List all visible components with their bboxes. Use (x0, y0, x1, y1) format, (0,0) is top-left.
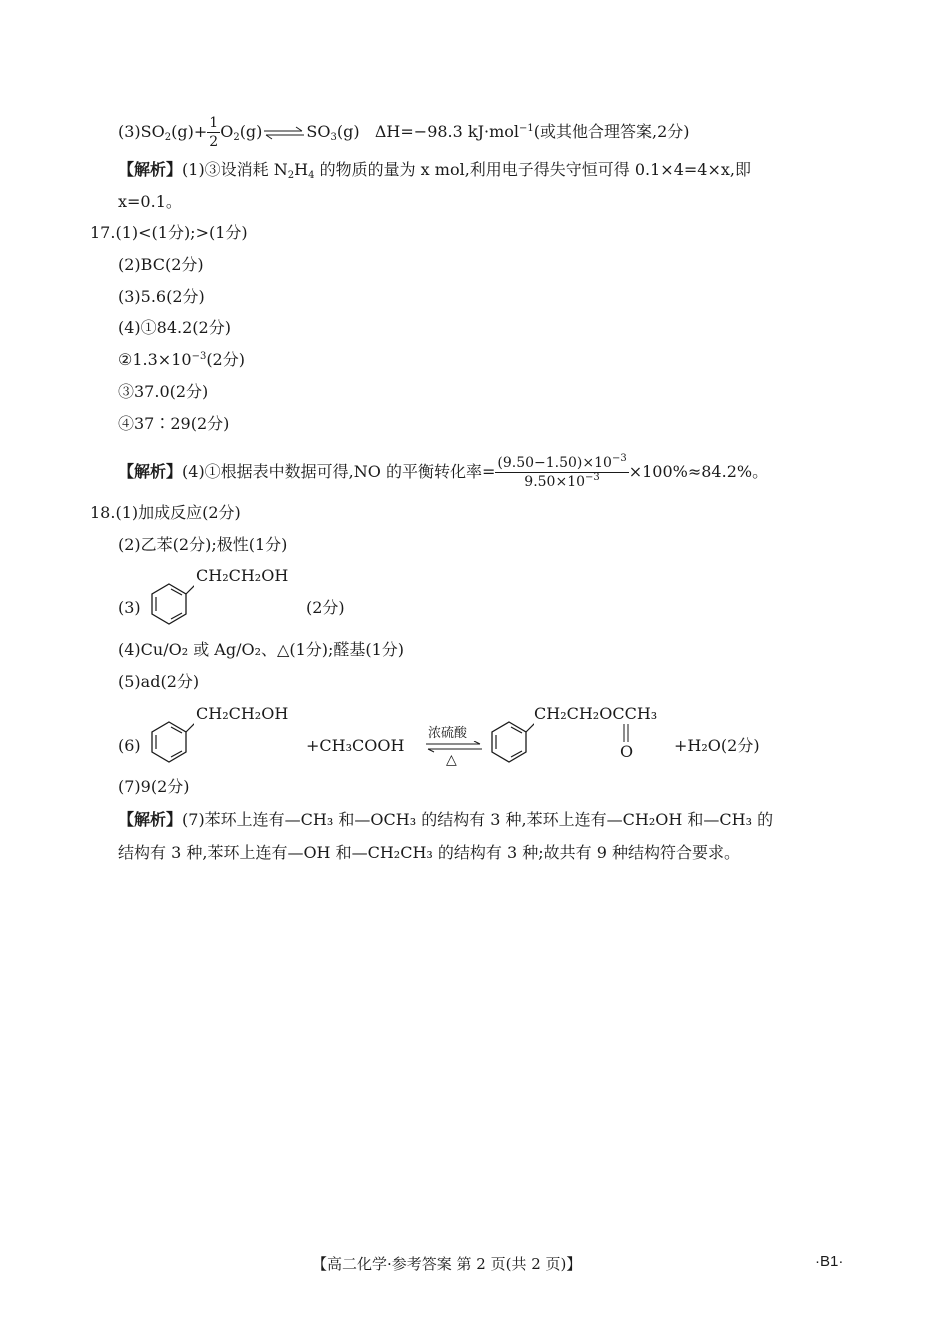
benzene-ring-icon (144, 716, 194, 766)
reaction-condition-top: 浓硫酸 (428, 726, 468, 741)
benzene-ring-icon (144, 578, 194, 628)
q17-line-4: (4)①84.2(2分) (118, 318, 231, 337)
q18-line-7: (7)9(2分) (118, 777, 190, 796)
page-code: ·B1· (815, 1253, 844, 1270)
q17-l5a: ②1.3×10 (118, 350, 192, 369)
q16-analysis-line-2: x=0.1。 (118, 192, 182, 211)
q17-l5b: (2分) (206, 350, 245, 369)
carbonyl-double-bond-icon (622, 724, 630, 744)
conversion-fraction: $\frac{(9.50-1.50)\times 10^{-3}}{9.50\times 10^{-3}}$ (497, 453, 627, 490)
analysis-tag: 【解析】 (118, 160, 183, 179)
q17-line-7: ④37∶29(2分) (118, 414, 230, 433)
page-footer: 【高二化学·参考答案 第 2 页(共 2 页)】 (312, 1255, 582, 1273)
q16-part3-line: $(3)SO_2(g)+$ $\frac{1}{2}$ $O_2(g)$ $SO_3(g)$ ΔH=−98.3 kJ·mol$^{-1}$(或其他合理答案,2分) (118, 115, 690, 150)
q16-analysis-text-2: 的物质的量为 x mol,利用电子得失守恒可得 0.1×4=4×x,即 (314, 160, 751, 179)
q18-6-substituent-2: CH₂CH₂OCCH₃ (534, 704, 658, 723)
fraction-denominator: 9.50×10 (524, 474, 586, 490)
q18-analysis-line-2: 结构有 3 种,苯环上连有—OH 和—CH₂CH₃ 的结构有 3 种;故共有 9 种结构符合要求。 (118, 843, 740, 862)
equilibrium-arrow-icon (262, 124, 306, 142)
q16-so3-tail: (g) (336, 122, 360, 141)
q18-line-5: (5)ad(2分) (118, 672, 200, 691)
q16-so3: SO (306, 122, 331, 141)
q18-line-6-label: (6) (118, 736, 141, 755)
q16-o2-tail: (g) (239, 122, 263, 141)
q18-3-substituent: CH₂CH₂OH (196, 566, 289, 585)
q16-dh: ΔH=−98.3 kJ·mol (374, 122, 520, 141)
q18-6-plus-acid: +CH₃COOH (306, 736, 405, 755)
analysis-tag: 【解析】 (118, 810, 183, 829)
q18-line-4: (4)Cu/O₂ 或 Ag/O₂、△(1分);醛基(1分) (118, 640, 405, 659)
q18-6-substituent-1: CH₂CH₂OH (196, 704, 289, 723)
q17-line-6: ③37.0(2分) (118, 382, 209, 401)
q16-so2: (3)SO (118, 122, 165, 141)
q18-6-tail: +H₂O(2分) (674, 736, 760, 755)
half-fraction: $\frac{1}{2}$ (209, 115, 219, 150)
benzene-ring-icon (484, 716, 534, 766)
q17-line-5: $②1.3\times 10^{-3}(2$分) (118, 350, 245, 369)
q17-line-3: (3)5.6(2分) (118, 287, 205, 306)
q18-line-1: 18.(1)加成反应(2分) (90, 503, 241, 522)
q17-analysis-line (118, 450, 768, 494)
q18-line-3-score: (2分) (306, 598, 345, 617)
q17-analysis-a: (4)①根据表中数据可得,NO 的平衡转化率= (182, 462, 496, 481)
carbonyl-oxygen: O (620, 742, 634, 761)
q16-analysis-h: H (294, 160, 309, 179)
q17-line-1: 17.(1)<(1分);>(1分) (90, 223, 248, 242)
q16-analysis-text: (1)③设消耗 N (182, 160, 288, 179)
q16-analysis-line-1: 【解析】(1)③设消耗 $N_2H_4$ 的物质的量为 x mol,利用电子得失守恒可得 0.1×4=4×x,即 (118, 160, 751, 181)
fraction-numerator: (9.50−1.50)×10 (497, 455, 612, 471)
q18-analysis-line-1 (118, 810, 773, 830)
q17-line-2: (2)BC(2分) (118, 255, 204, 274)
q16-o2: O (220, 122, 234, 141)
analysis-tag: 【解析】 (118, 462, 183, 481)
reaction-condition-bottom: △ (446, 752, 457, 768)
q18-analysis-text: (7)苯环上连有—CH₃ 和—OCH₃ 的结构有 3 种,苯环上连有—CH₂OH 和—CH₃ 的 (182, 810, 774, 829)
q16-tail: (或其他合理答案,2分) (533, 122, 690, 141)
q18-line-2: (2)乙苯(2分);极性(1分) (118, 535, 288, 554)
q16-rest: (g)+ (171, 122, 208, 141)
q18-line-3-label: (3) (118, 598, 141, 617)
q17-analysis-b: ×100%≈84.2%。 (628, 462, 769, 481)
